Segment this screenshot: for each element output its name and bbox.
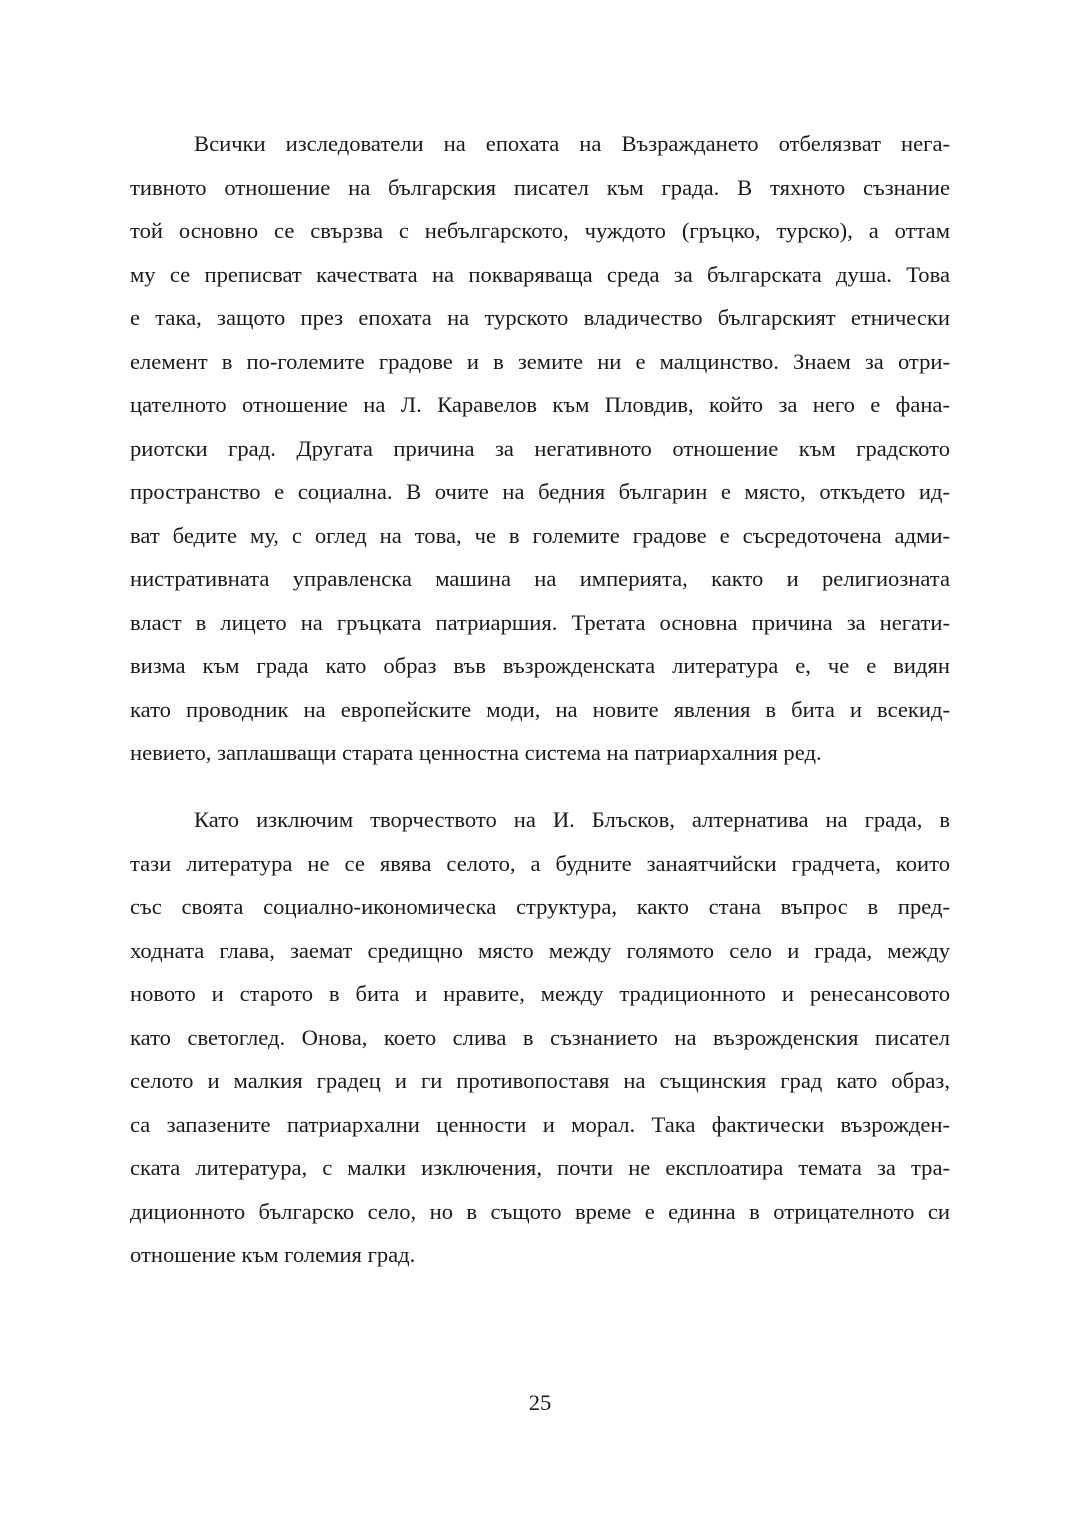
text-line: ската литература, с малки изключения, почти не експлоатира темата за тра- [130, 1155, 950, 1180]
text-line: той основно се свързва с небългарското, чуждото (гръцко, турско), а оттам [130, 218, 950, 243]
text-line: Като изключим творчеството на И. Блъсков, алтернатива на града, в [194, 807, 950, 832]
text-line: тази литература не се явява селото, а будните занаятчийски градчета, които [130, 850, 950, 876]
page-number: 25 [528, 1390, 552, 1415]
text-line: са запазените патриархални ценности и морал. Така фактически възрожден- [130, 1111, 950, 1137]
text-line: ходната глава, заемат средищно място между голямото село и града, между [130, 937, 950, 963]
text-line: отношение към големия град. [130, 1242, 416, 1267]
text-line: му се преписват качествата на покваряваща среда за българската душа. Това [130, 261, 950, 287]
text-line: е така, защото през епохата на турското владичество българският етнически [130, 305, 950, 330]
text-line: диционното българско село, но в същото време е единна в отрицателното си [130, 1198, 950, 1224]
text-line: новото и старото в бита и нравите, между традиционното и ренесансовото [130, 981, 950, 1006]
text-line: цателното отношение на Л. Каравелов към Пловдив, който за него е фана- [130, 392, 950, 417]
text-line: със своята социално-икономическа структура, както стана въпрос в пред- [130, 894, 950, 919]
text-line: Всички изследователи на епохата на Възраждането отбелязват нега- [194, 131, 950, 156]
text-line: селото и малкия градец и ги противопоставя на същинския град като образ, [130, 1068, 950, 1093]
text-line: ват бедите му, с оглед на това, че в големите градове е съсредоточена адми- [130, 522, 950, 548]
paragraph-1 [130, 122, 950, 775]
text-line: невието, заплашващи старата ценностна система на патриархалния ред. [130, 740, 822, 765]
text-line: елемент в по-големите градове и в земите ни е малцинство. Знаем за отри- [130, 348, 950, 374]
text-line: като светоглед. Онова, което слива в съзнанието на възрожденския писател [130, 1024, 950, 1050]
text-line: визма към града като образ във възрожденската литература е, че е видян [130, 653, 950, 678]
text-line: власт в лицето на гръцката патриаршия. Третата основна причина за негати- [130, 609, 950, 635]
text-line: тивното отношение на българския писател към града. В тяхното съзнание [130, 174, 950, 200]
text-line: като проводник на европейските моди, на новите явления в бита и всекид- [130, 696, 950, 722]
text-line: нистративната управленска машина на империята, както и религиозната [130, 566, 950, 591]
text-line: пространство е социална. В очите на бедния българин е място, откъдето ид- [130, 479, 950, 504]
paragraph-2 [130, 798, 950, 1277]
text-line: риотски град. Другата причина за негативното отношение към градското [130, 435, 950, 461]
